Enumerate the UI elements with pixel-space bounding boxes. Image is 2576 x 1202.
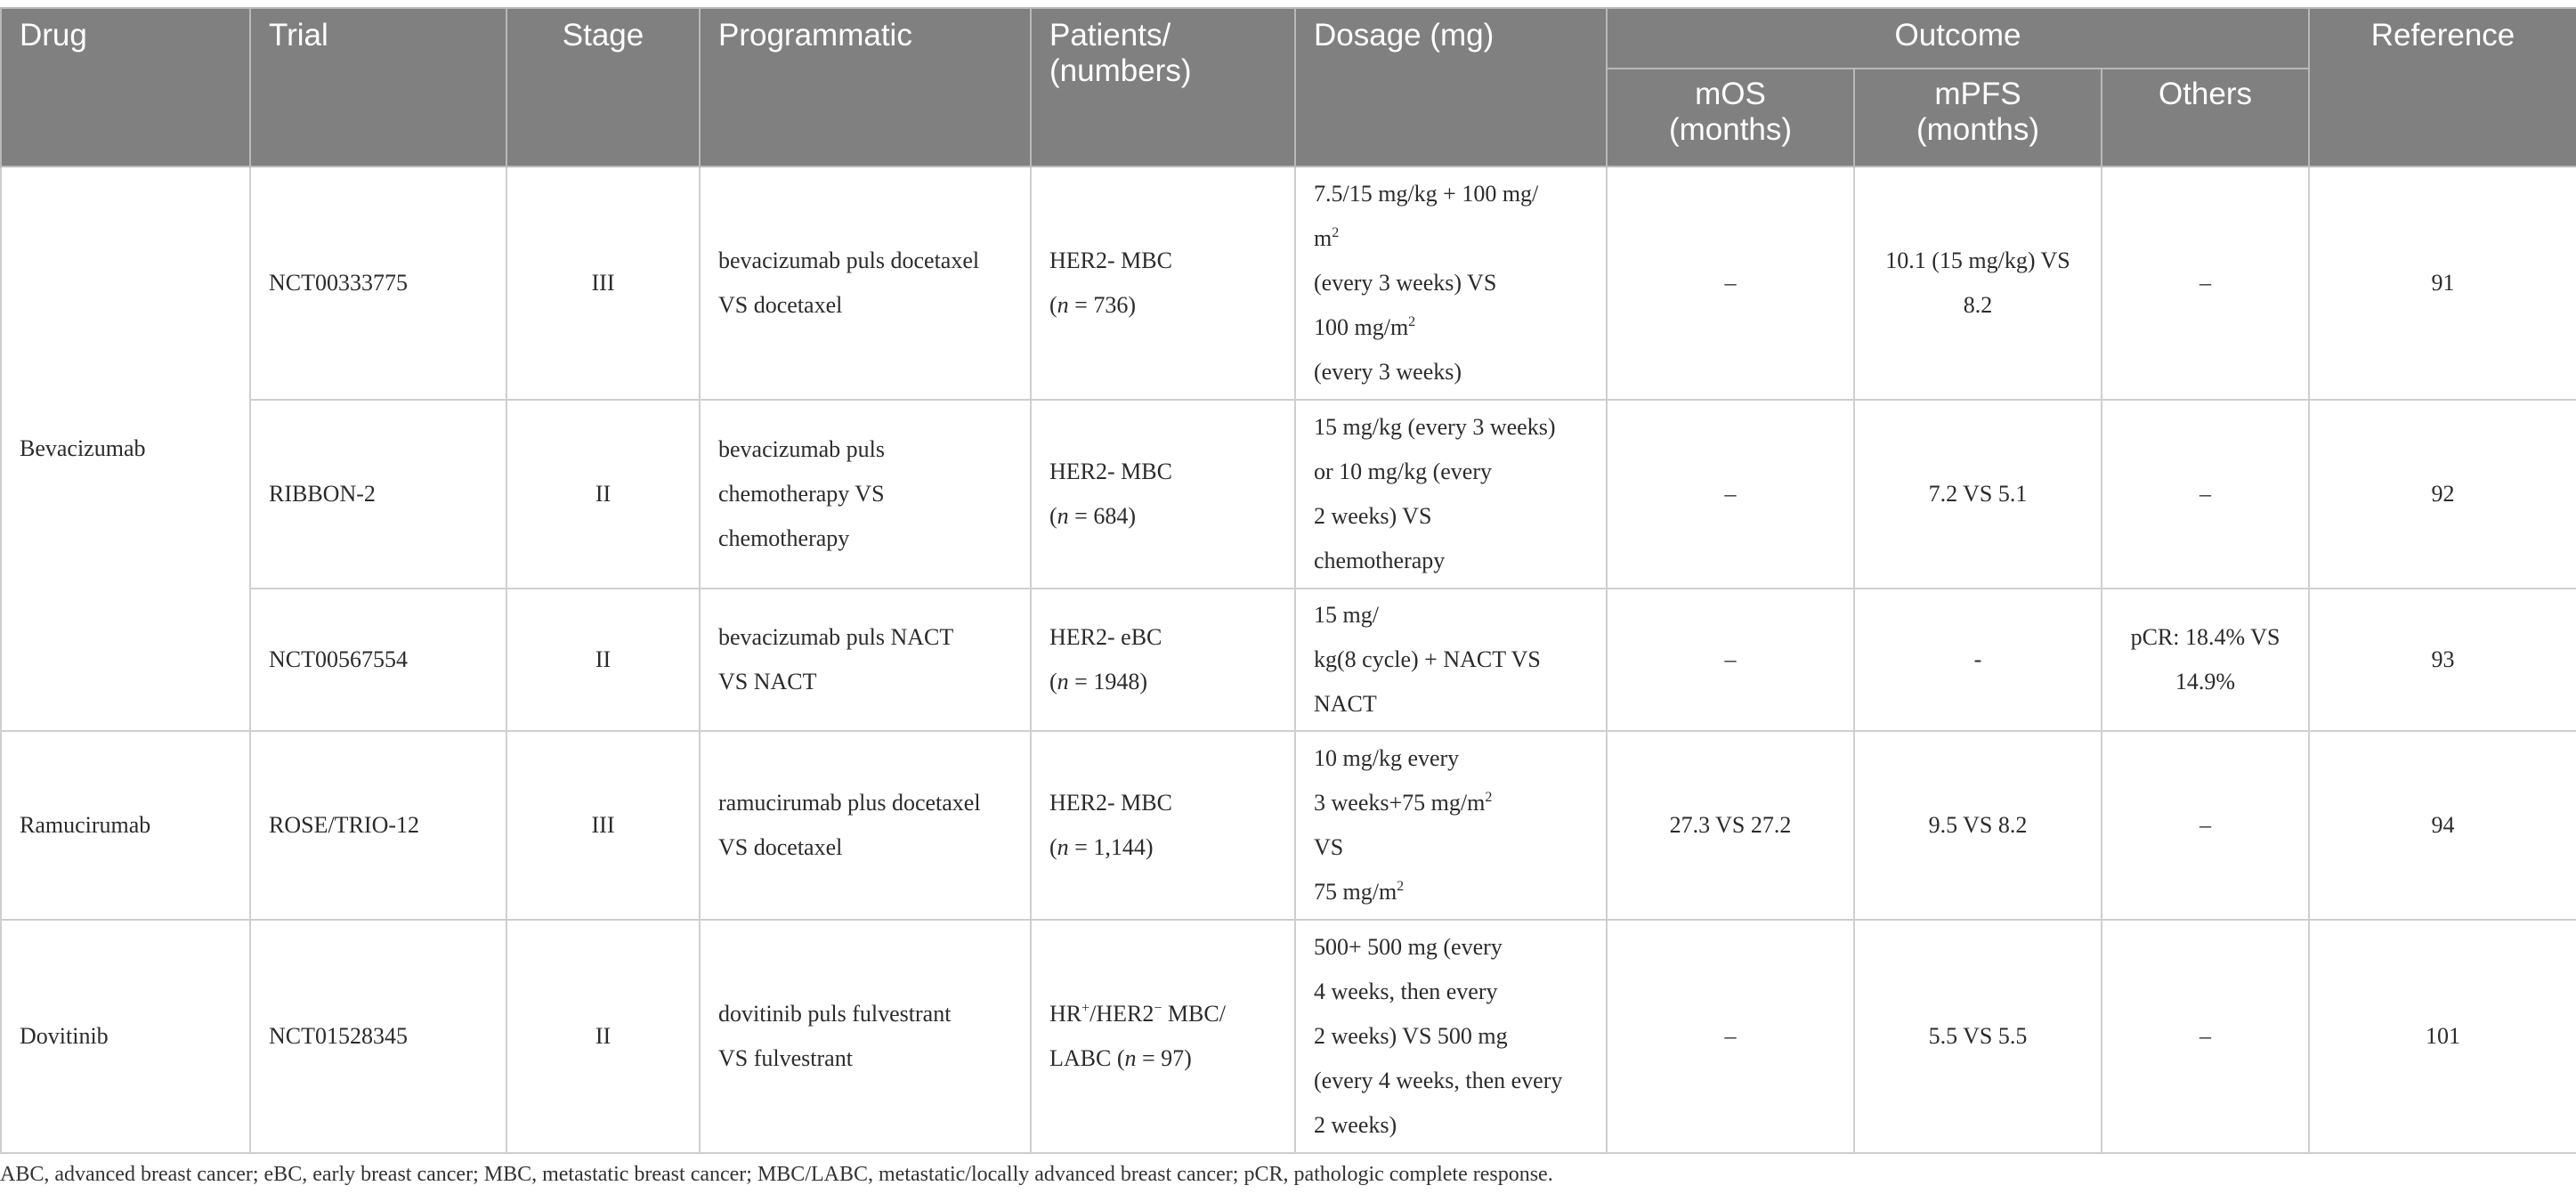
cell-stage: II — [506, 920, 700, 1153]
table-row — [1, 920, 2576, 1153]
header-stage: Stage — [506, 8, 700, 166]
cell-mpfs: 7.2 VS 5.1 — [1854, 400, 2102, 589]
cell-mos: – — [1607, 166, 1854, 400]
patients-n-prefix: ( — [1049, 834, 1057, 860]
cell-drug: Dovitinib — [1, 920, 250, 1153]
patients-line: HER2- MBC — [1049, 248, 1172, 273]
cell-trial: NCT01528345 — [250, 920, 506, 1153]
cell-stage: III — [506, 731, 700, 920]
cell-patients — [1031, 166, 1295, 400]
dosage-superscript: 2 — [1397, 879, 1405, 894]
table-row — [1, 589, 2576, 731]
table-row — [1, 400, 2576, 589]
cell-others: – — [2102, 731, 2309, 920]
dosage-text: VS 75 mg/m — [1314, 834, 1397, 905]
cell-mos: – — [1607, 920, 1854, 1153]
cell-trial: NCT00567554 — [250, 589, 506, 731]
cell-others: – — [2102, 166, 2309, 400]
patients-superscript: − — [1154, 1001, 1162, 1016]
cell-programmatic: bevacizumab puls chemotherapy VS chemotherapy — [700, 400, 1031, 589]
cell-mos: – — [1607, 589, 1854, 731]
cell-reference: 92 — [2309, 400, 2576, 589]
patients-line: HER2- MBC — [1049, 790, 1172, 816]
patients-line: HER2- MBC — [1049, 459, 1172, 484]
dosage-superscript: 2 — [1408, 314, 1416, 329]
cell-dosage: 15 mg/kg (every 3 weeks) or 10 mg/kg (every 2 weeks) VS chemotherapy — [1295, 400, 1607, 589]
table-header — [1, 8, 2576, 166]
cell-others: – — [2102, 920, 2309, 1153]
patients-n-value: = 97) — [1136, 1045, 1192, 1071]
patients-n-prefix: ( — [1049, 669, 1057, 694]
patients-n-symbol: n — [1057, 503, 1069, 529]
patients-n-symbol: n — [1057, 292, 1069, 318]
patients-line: HER2- eBC — [1049, 624, 1162, 650]
patients-n-value: = 736) — [1068, 292, 1136, 318]
header-programmatic: Programmatic — [700, 8, 1031, 166]
cell-dosage — [1295, 166, 1607, 400]
patients-n-symbol: n — [1124, 1045, 1137, 1071]
cell-stage: II — [506, 400, 700, 589]
trial-table — [0, 7, 2576, 1154]
cell-mpfs: 9.5 VS 8.2 — [1854, 731, 2102, 920]
patients-text: /HER2 — [1090, 1001, 1154, 1027]
cell-mos: – — [1607, 400, 1854, 589]
cell-others: pCR: 18.4% VS 14.9% — [2102, 589, 2309, 731]
cell-patients — [1031, 731, 1295, 920]
dosage-text: (every 3 weeks) VS 100 mg/m — [1314, 270, 1497, 340]
patients-n-prefix: ( — [1049, 503, 1057, 529]
cell-reference: 91 — [2309, 166, 2576, 400]
table-body — [1, 166, 2576, 1153]
dosage-text: (every 3 weeks) — [1314, 359, 1462, 385]
patients-n-symbol: n — [1057, 834, 1069, 860]
cell-dosage — [1295, 731, 1607, 920]
header-outcome: Outcome — [1607, 8, 2309, 69]
dosage-text: 7.5/15 mg/kg + 100 mg/ m — [1314, 181, 1539, 251]
cell-stage: III — [506, 166, 700, 400]
cell-reference: 101 — [2309, 920, 2576, 1153]
header-mos: mOS (months) — [1607, 69, 1854, 166]
patients-n-value: = 1,144) — [1068, 834, 1154, 860]
cell-programmatic: dovitinib puls fulvestrant VS fulvestrant — [700, 920, 1031, 1153]
dosage-text: 10 mg/kg every 3 weeks+75 mg/m — [1314, 745, 1486, 816]
patients-n-symbol: n — [1057, 669, 1069, 694]
cell-trial: RIBBON-2 — [250, 400, 506, 589]
cell-mpfs: 10.1 (15 mg/kg) VS 8.2 — [1854, 166, 2102, 400]
cell-mpfs: - — [1854, 589, 2102, 731]
cell-drug: Bevacizumab — [1, 166, 250, 731]
cell-patients — [1031, 400, 1295, 589]
cell-mpfs: 5.5 VS 5.5 — [1854, 920, 2102, 1153]
patients-superscript: + — [1081, 1001, 1090, 1016]
cell-trial: ROSE/TRIO-12 — [250, 731, 506, 920]
cell-trial: NCT00333775 — [250, 166, 506, 400]
header-trial: Trial — [250, 8, 506, 166]
patients-n-value: = 1948) — [1068, 669, 1147, 694]
cell-mos: 27.3 VS 27.2 — [1607, 731, 1854, 920]
header-patients: Patients/ (numbers) — [1031, 8, 1295, 166]
cell-patients — [1031, 589, 1295, 731]
table-row — [1, 731, 2576, 920]
cell-others: – — [2102, 400, 2309, 589]
cell-dosage: 15 mg/ kg(8 cycle) + NACT VS NACT — [1295, 589, 1607, 731]
cell-patients — [1031, 920, 1295, 1153]
header-others: Others — [2102, 69, 2309, 166]
dosage-superscript: 2 — [1485, 790, 1493, 805]
header-mpfs: mPFS (months) — [1854, 69, 2102, 166]
cell-drug: Ramucirumab — [1, 731, 250, 920]
patients-n-value: = 684) — [1068, 503, 1136, 529]
cell-reference: 94 — [2309, 731, 2576, 920]
patients-text: HR — [1049, 1001, 1082, 1027]
header-dosage: Dosage (mg) — [1295, 8, 1607, 166]
cell-programmatic: bevacizumab puls NACT VS NACT — [700, 589, 1031, 731]
cell-programmatic: ramucirumab plus docetaxel VS docetaxel — [700, 731, 1031, 920]
header-reference: Reference — [2309, 8, 2576, 166]
cell-stage: II — [506, 589, 700, 731]
cell-programmatic: bevacizumab puls docetaxel VS docetaxel — [700, 166, 1031, 400]
cell-reference: 93 — [2309, 589, 2576, 731]
patients-text: MBC/ LABC ( — [1049, 1001, 1226, 1071]
header-drug: Drug — [1, 8, 250, 166]
cell-dosage: 500+ 500 mg (every 4 weeks, then every 2 weeks) VS 500 mg (every 4 weeks, then every 2 weeks) — [1295, 920, 1607, 1153]
patients-n-prefix: ( — [1049, 292, 1057, 318]
table-row — [1, 166, 2576, 400]
dosage-superscript: 2 — [1332, 225, 1340, 240]
table-footnote: ABC, advanced breast cancer; eBC, early breast cancer; MBC, metastatic breast cancer; MBC/LABC, metastatic/locally advanced breast cancer; pCR, pathologic complete response. — [0, 1163, 1553, 1186]
